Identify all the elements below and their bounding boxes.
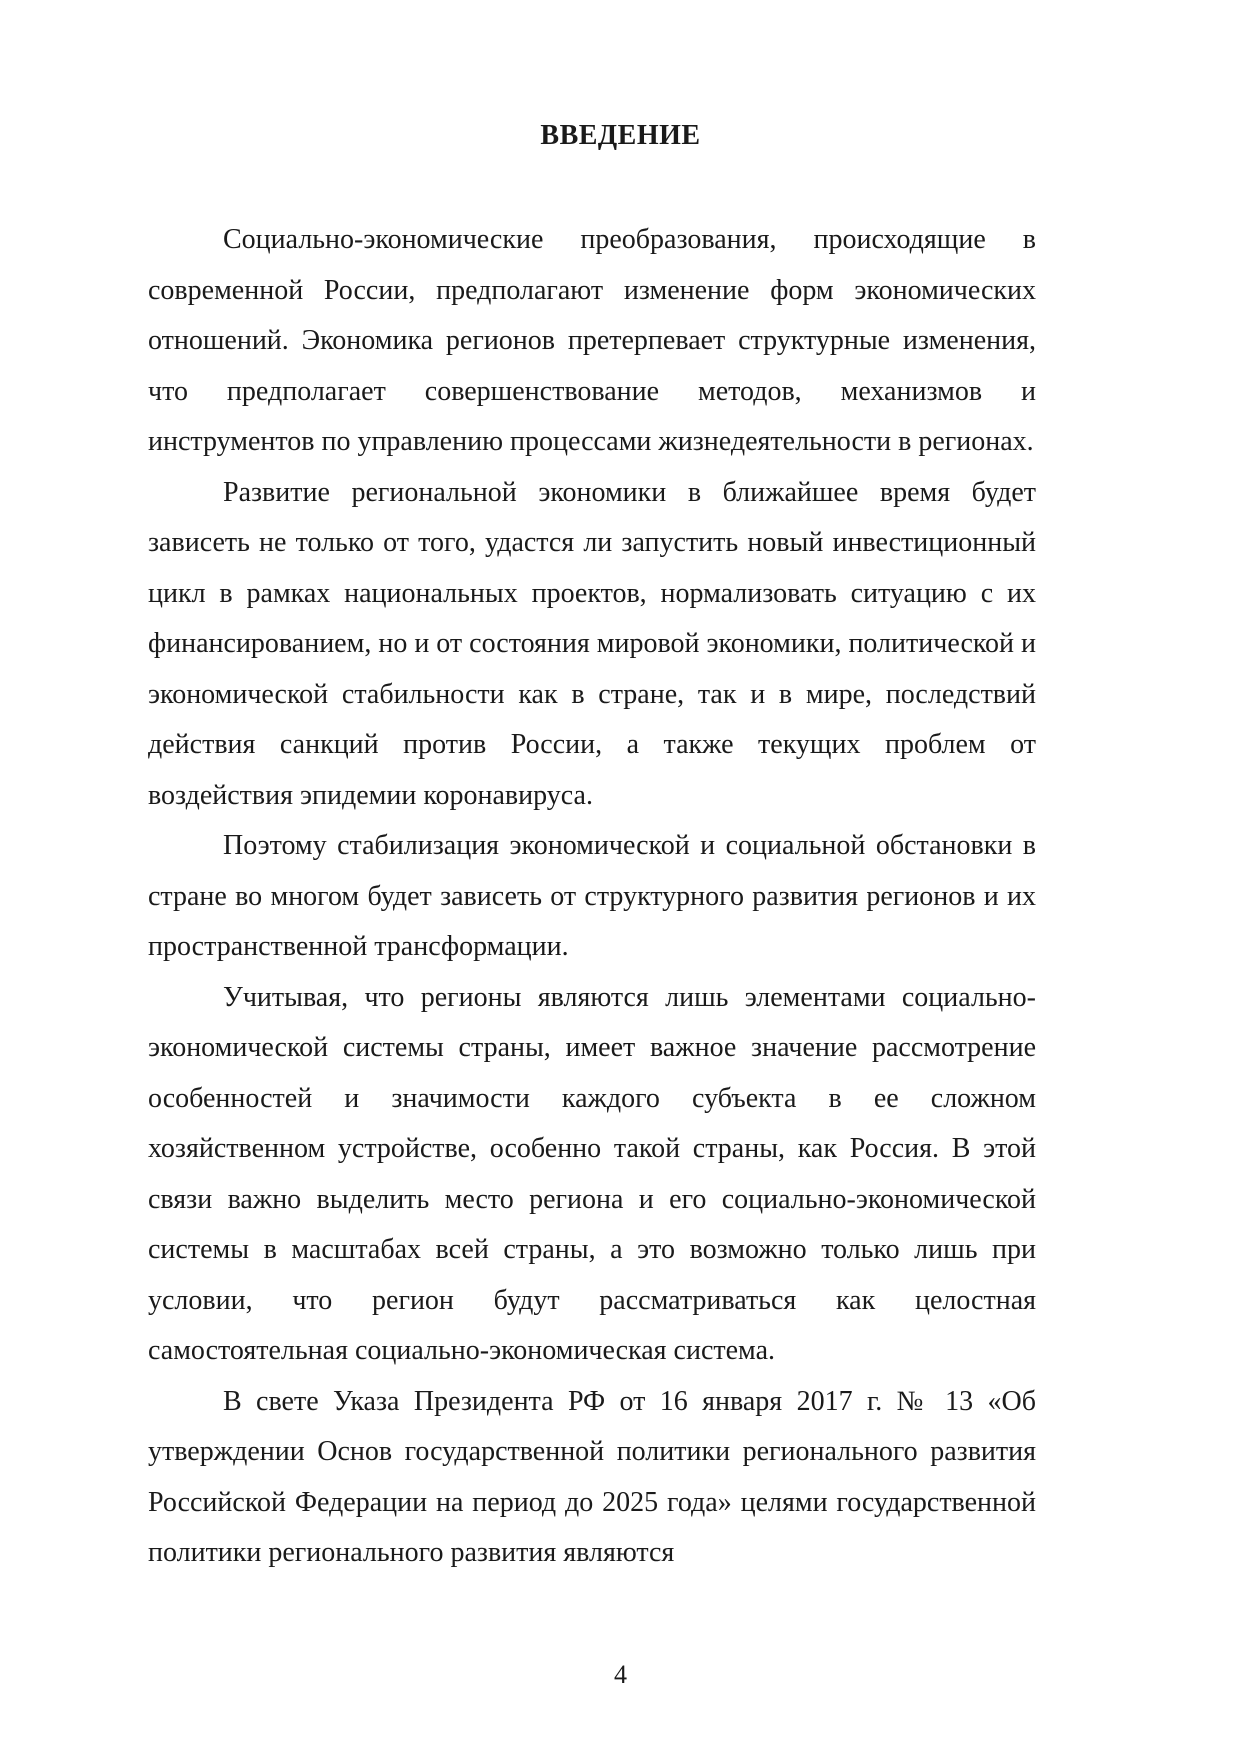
paragraph-2: Развитие региональной экономики в ближайшее время будет зависеть не только от того, удастся ли запустить новый инвестиционный цикл в рамках национальных проектов, нормализовать ситуацию с их финансированием, но и от состояния мировой экономики, политической и экономической стабильности как в стране, так и в мире, последствий действия санкций против России, а также текущих проблем от воздействия эпидемии коронавируса. <box>148 476 1037 811</box>
page-title: ВВЕДЕНИЕ <box>540 120 701 151</box>
paragraph-4: Учитывая, что регионы являются лишь элементами социально-экономической системы страны, имеет важное значение рассмотрение особенностей и значимости каждого субъекта в ее сложном хозяйственном устройстве, особенно такой страны, как Россия. В этой связи важно выделить место региона и его социально-экономической системы в масштабах всей страны, а это возможно только лишь при условии, что регион будут рассматриваться как целостная самостоятельная социально-экономическая система. <box>148 981 1036 1366</box>
document-body <box>148 215 1036 1579</box>
paragraph-1: Социально-экономические преобразования, происходящие в современной России, предполагают изменение форм экономических отношений. Экономика регионов претерпевает структурные изменения, что предполагает совершенствование методов, механизмов и инструментов по управлению процессами жизнедеятельности в регионах. <box>148 224 1036 457</box>
paragraph-3: Поэтому стабилизация экономической и социальной обстановки в стране во многом будет зависеть от структурного развития регионов и их пространственной трансформации. <box>148 830 1036 962</box>
page-number: 4 <box>614 1660 627 1689</box>
paragraph-5: В свете Указа Президента РФ от 16 января 2017 г. № 13 «Об утверждении Основ государственной политики регионального развития Российской Федерации на период до 2025 года» целями государственной политики регионального развития являются <box>148 1385 1036 1568</box>
